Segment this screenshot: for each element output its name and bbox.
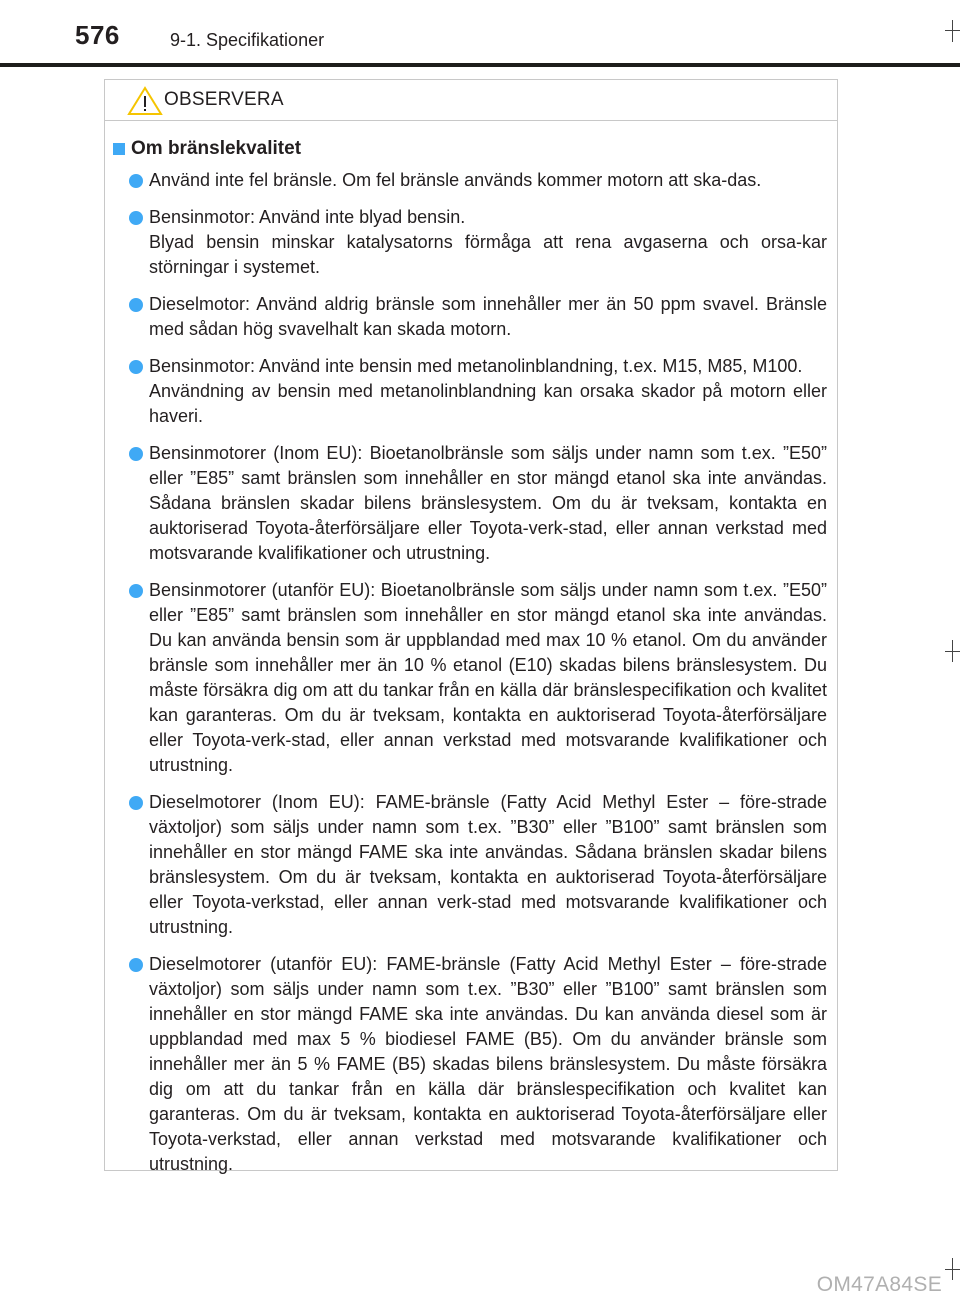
list-item xyxy=(113,790,827,940)
circle-bullet-icon xyxy=(129,958,143,972)
page-number: 576 xyxy=(75,20,120,50)
notice-header xyxy=(105,80,837,121)
square-bullet-icon xyxy=(113,143,125,155)
list-item-text: Bensinmotor: Använd inte blyad bensin. Blyad bensin minskar katalysatorns förmåga att rena avgaserna och orsa-kar störningar i systemet. xyxy=(149,207,827,277)
notice-label: OBSERVERA xyxy=(164,89,284,110)
list-item-text: Bensinmotorer (Inom EU): Bioetanolbränsle som säljs under namn som t.ex. ”E50” eller ”E85” samt bränslen som innehåller en stor mängd etanol ska inte användas. Sådana bränslen skadar bilens bränslesystem. Om du är tveksam, kontakta en auktoriserad Toyota-återförsäljare eller Toyota-verk-stad, eller annan verkstad med motsvarande kvalifikationer och utrustning. xyxy=(149,443,827,563)
list-item-text: Dieselmotor: Använd aldrig bränsle som innehåller mer än 50 ppm svavel. Bränsle med sådan hög svavelhalt kan skada motorn. xyxy=(149,294,827,339)
subsection-heading-text: Om bränslekvalitet xyxy=(131,138,302,159)
list-item xyxy=(113,292,827,342)
list-item xyxy=(113,354,827,429)
circle-bullet-icon xyxy=(129,174,143,188)
page-header xyxy=(0,0,960,70)
watermark: OM47A84SE xyxy=(816,1273,942,1296)
circle-bullet-icon xyxy=(129,298,143,312)
circle-bullet-icon xyxy=(129,447,143,461)
list-item xyxy=(113,441,827,566)
subsection-heading xyxy=(113,136,827,162)
list-item-text: Bensinmotor: Använd inte bensin med metanolinblandning, t.ex. M15, M85, M100. Användning av bensin med metanolinblandning kan orsaka skador på motorn eller haveri. xyxy=(149,356,827,426)
header-rule xyxy=(0,63,960,67)
list-item-text: Använd inte fel bränsle. Om fel bränsle används kommer motorn att ska-das. xyxy=(149,170,762,190)
list-item-text: Bensinmotorer (utanför EU): Bioetanolbränsle som säljs under namn som t.ex. ”E50” eller ”E85” samt bränslen som innehåller en stor mängd etanol ska inte användas. Du kan använda bensin som är uppblandad med max 10 % etanol. Om du använder bränsle som innehåller mer än 10 % etanol (E10) skadas bilens bränslesystem. Du måste försäkra dig om att du tankar från en källa där bränslespecifikation och kvalitet kan garanteras. Om du är tveksam, kontakta en auktoriserad Toyota-återförsäljare eller Toyota-verk-stad, eller annan verkstad med motsvarande kvalifikationer och utrustning. xyxy=(149,580,827,775)
list-item xyxy=(113,952,827,1177)
circle-bullet-icon xyxy=(129,584,143,598)
list-item xyxy=(113,168,827,193)
list-item xyxy=(113,578,827,778)
warning-triangle-icon xyxy=(127,86,163,116)
caution-notice-box xyxy=(104,79,838,1174)
list-item-text: Dieselmotorer (utanför EU): FAME-bränsle (Fatty Acid Methyl Ester – före-strade växtoljor) som säljs under namn som t.ex. ”B30” eller ”B100” samt bränslen som innehåller en stor mängd FAME ska inte användas. Du kan använda diesel som är uppblandad med max 5 % biodiesel FAME (B5). Om du använder bränsle som innehåller mer än 5 % FAME (B5) skadas bilens bränslesystem. Du måste försäkra dig om att du tankar från en källa där bränslespecifikation och kvalitet kan garanteras. Om du är tveksam, kontakta en auktoriserad Toyota-återförsäljare eller Toyota-verkstad, eller annan verkstad med motsvarande kvalifikationer och utrustning. xyxy=(149,954,827,1174)
notice-body xyxy=(105,121,837,1177)
fuel-quality-list xyxy=(113,168,827,1177)
circle-bullet-icon xyxy=(129,211,143,225)
section-title: 9-1. Specifikationer xyxy=(170,30,325,50)
list-item-text: Dieselmotorer (Inom EU): FAME-bränsle (Fatty Acid Methyl Ester – före-strade växtoljor) som säljs under namn som t.ex. ”B30” eller ”B100” samt bränslen som innehåller en stor mängd FAME ska inte användas. Sådana bränslen skadar bilens bränslesystem. Om du är tveksam, kontakta en auktoriserad Toyota-återförsäljare eller Toyota-verkstad, eller annan verk-stad med motsvarande kvalifikationer och utrustning. xyxy=(149,792,827,937)
circle-bullet-icon xyxy=(129,796,143,810)
circle-bullet-icon xyxy=(129,360,143,374)
list-item xyxy=(113,205,827,280)
